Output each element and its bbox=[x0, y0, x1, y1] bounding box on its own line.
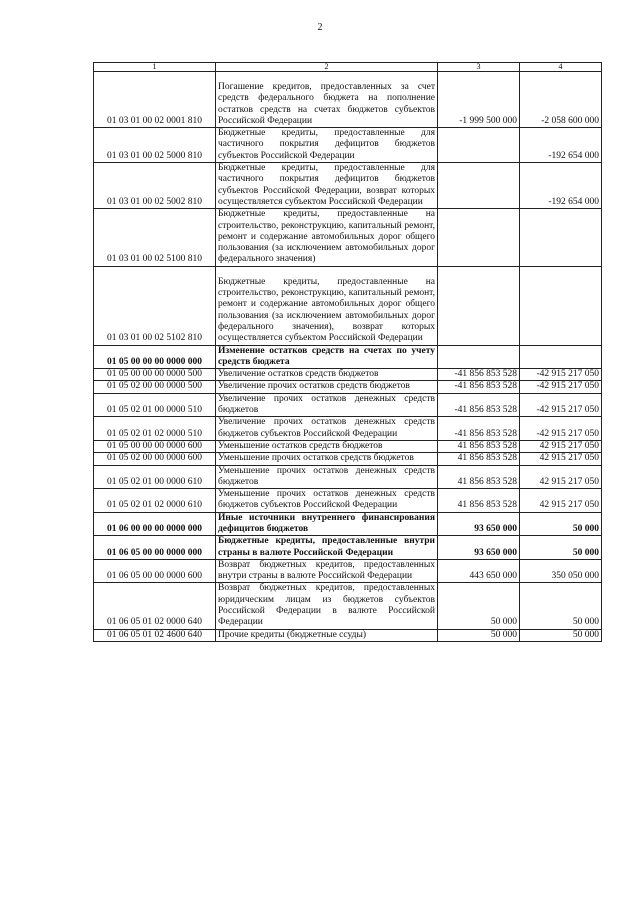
row-value-col3-cell: 41 856 853 528 bbox=[438, 440, 520, 452]
table-row bbox=[94, 417, 602, 441]
row-value-col4-cell: 50 000 bbox=[520, 629, 602, 641]
row-code-cell: 01 05 02 00 00 0000 500 bbox=[94, 381, 216, 393]
row-name-cell: Погашение кредитов, предоставленных за счет средств федерального бюджета на пополнение остатков средств на счетах бюджетов субъектов Российской Федерации bbox=[216, 72, 438, 128]
row-value-col4-cell bbox=[520, 345, 602, 369]
row-code-cell: 01 06 00 00 00 0000 000 bbox=[94, 512, 216, 536]
table-row bbox=[94, 629, 602, 641]
row-value-col4-cell bbox=[520, 266, 602, 345]
row-code-cell: 01 06 05 01 02 4600 640 bbox=[94, 629, 216, 641]
row-value-col3-cell: -41 856 853 528 bbox=[438, 417, 520, 441]
row-value-col4-cell: 42 915 217 050 bbox=[520, 489, 602, 513]
row-value-col4-cell: 42 915 217 050 bbox=[520, 465, 602, 489]
row-code-cell: 01 05 02 01 02 0000 510 bbox=[94, 417, 216, 441]
column-header: 2 bbox=[216, 63, 438, 72]
row-value-col3-cell bbox=[438, 345, 520, 369]
table-row bbox=[94, 266, 602, 345]
row-name-cell: Возврат бюджетных кредитов, предоставленных внутри страны в валюте Российской Федерации bbox=[216, 559, 438, 583]
row-value-col4-cell bbox=[520, 209, 602, 266]
column-header: 1 bbox=[94, 63, 216, 72]
row-name-cell: Увеличение прочих остатков средств бюджетов bbox=[216, 381, 438, 393]
row-value-col3-cell bbox=[438, 163, 520, 209]
row-value-col4-cell: 50 000 bbox=[520, 536, 602, 560]
row-value-col4-cell: 42 915 217 050 bbox=[520, 453, 602, 465]
row-value-col4-cell: -42 915 217 050 bbox=[520, 369, 602, 381]
row-value-col4-cell: -2 058 600 000 bbox=[520, 72, 602, 128]
row-code-cell: 01 03 01 00 02 5100 810 bbox=[94, 209, 216, 266]
row-name-cell: Бюджетные кредиты, предоставленные внутри страны в валюте Российской Федерации bbox=[216, 536, 438, 560]
row-name-cell: Уменьшение остатков средств бюджетов bbox=[216, 440, 438, 452]
row-value-col3-cell: -41 856 853 528 bbox=[438, 369, 520, 381]
row-name-cell: Уменьшение прочих остатков денежных средств бюджетов bbox=[216, 465, 438, 489]
page-number: 2 bbox=[317, 22, 323, 33]
row-value-col3-cell: 93 650 000 bbox=[438, 512, 520, 536]
row-code-cell: 01 03 01 00 02 5102 810 bbox=[94, 266, 216, 345]
table-row bbox=[94, 512, 602, 536]
table-row bbox=[94, 393, 602, 417]
row-code-cell: 01 05 00 00 00 0000 500 bbox=[94, 369, 216, 381]
row-value-col4-cell: -42 915 217 050 bbox=[520, 393, 602, 417]
table-row bbox=[94, 163, 602, 209]
row-value-col3-cell: -41 856 853 528 bbox=[438, 393, 520, 417]
table-row bbox=[94, 381, 602, 393]
row-value-col4-cell: 42 915 217 050 bbox=[520, 440, 602, 452]
row-name-cell: Иные источники внутреннего финансирования дефицитов бюджетов bbox=[216, 512, 438, 536]
table-row bbox=[94, 209, 602, 266]
row-value-col4-cell: -42 915 217 050 bbox=[520, 417, 602, 441]
row-name-cell: Бюджетные кредиты, предоставленные для частичного покрытия дефицитов бюджетов субъектов Российской Федерации bbox=[216, 128, 438, 163]
row-value-col3-cell: 443 650 000 bbox=[438, 559, 520, 583]
row-name-cell: Возврат бюджетных кредитов, предоставленных юридическим лицам из бюджетов субъектов Российской Федерации в валюте Российской Федерации bbox=[216, 583, 438, 629]
row-name-cell: Уменьшение прочих остатков денежных средств бюджетов субъектов Российской Федерации bbox=[216, 489, 438, 513]
row-value-col4-cell: 50 000 bbox=[520, 583, 602, 629]
column-header: 4 bbox=[520, 63, 602, 72]
row-code-cell: 01 05 00 00 00 0000 000 bbox=[94, 345, 216, 369]
row-name-cell: Прочие кредиты (бюджетные ссуды) bbox=[216, 629, 438, 641]
row-name-cell: Увеличение прочих остатков денежных средств бюджетов bbox=[216, 393, 438, 417]
row-name-cell: Изменение остатков средств на счетах по учету средств бюджета bbox=[216, 345, 438, 369]
row-value-col3-cell bbox=[438, 128, 520, 163]
row-code-cell: 01 03 01 00 02 5002 810 bbox=[94, 163, 216, 209]
row-code-cell: 01 05 02 01 02 0000 610 bbox=[94, 489, 216, 513]
row-code-cell: 01 06 05 01 02 0000 640 bbox=[94, 583, 216, 629]
row-value-col3-cell: 41 856 853 528 bbox=[438, 465, 520, 489]
table-row bbox=[94, 440, 602, 452]
table-row bbox=[94, 489, 602, 513]
table-row bbox=[94, 345, 602, 369]
table-row bbox=[94, 583, 602, 629]
row-value-col4-cell: 50 000 bbox=[520, 512, 602, 536]
row-value-col4-cell: 350 050 000 bbox=[520, 559, 602, 583]
row-name-cell: Увеличение остатков средств бюджетов bbox=[216, 369, 438, 381]
row-value-col3-cell: -41 856 853 528 bbox=[438, 381, 520, 393]
row-code-cell: 01 06 05 00 00 0000 000 bbox=[94, 536, 216, 560]
row-value-col3-cell: -1 999 500 000 bbox=[438, 72, 520, 128]
table-row bbox=[94, 465, 602, 489]
row-value-col3-cell bbox=[438, 266, 520, 345]
row-value-col3-cell bbox=[438, 209, 520, 266]
row-name-cell: Увеличение прочих остатков денежных средств бюджетов субъектов Российской Федерации bbox=[216, 417, 438, 441]
row-value-col3-cell: 50 000 bbox=[438, 629, 520, 641]
row-name-cell: Уменьшение прочих остатков средств бюджетов bbox=[216, 453, 438, 465]
row-code-cell: 01 06 05 00 00 0000 600 bbox=[94, 559, 216, 583]
row-name-cell: Бюджетные кредиты, предоставленные на строительство, реконструкцию, капитальный ремонт, ремонт и содержание автомобильных дорог общего пользования (за исключением автомобильных дорог федерального значения) bbox=[216, 209, 438, 266]
table-row bbox=[94, 559, 602, 583]
table-row bbox=[94, 72, 602, 128]
row-value-col3-cell: 93 650 000 bbox=[438, 536, 520, 560]
row-value-col4-cell: -192 654 000 bbox=[520, 128, 602, 163]
row-code-cell: 01 05 02 01 00 0000 510 bbox=[94, 393, 216, 417]
table-row bbox=[94, 536, 602, 560]
row-name-cell: Бюджетные кредиты, предоставленные на строительство, реконструкцию, капитальный ремонт, ремонт и содержание автомобильных дорог общего пользования (за исключением автомобильных дорог федерального значения), возврат которых осуществляется субъектом Российской Федерации bbox=[216, 266, 438, 345]
row-value-col4-cell: -192 654 000 bbox=[520, 163, 602, 209]
table-row bbox=[94, 128, 602, 163]
column-header: 3 bbox=[438, 63, 520, 72]
row-code-cell: 01 05 02 00 00 0000 600 bbox=[94, 453, 216, 465]
row-value-col3-cell: 41 856 853 528 bbox=[438, 489, 520, 513]
budget-sources-table bbox=[93, 62, 602, 642]
row-code-cell: 01 03 01 00 02 5000 810 bbox=[94, 128, 216, 163]
row-name-cell: Бюджетные кредиты, предоставленные для частичного покрытия дефицитов бюджетов субъектов Российской Федерации, возврат которых осуществляется субъектом Российской Федерации bbox=[216, 163, 438, 209]
row-code-cell: 01 03 01 00 02 0001 810 bbox=[94, 72, 216, 128]
row-code-cell: 01 05 00 00 00 0000 600 bbox=[94, 440, 216, 452]
row-value-col4-cell: -42 915 217 050 bbox=[520, 381, 602, 393]
row-value-col3-cell: 41 856 853 528 bbox=[438, 453, 520, 465]
table-header-row bbox=[94, 63, 602, 72]
row-value-col3-cell: 50 000 bbox=[438, 583, 520, 629]
table-row bbox=[94, 369, 602, 381]
table-row bbox=[94, 453, 602, 465]
row-code-cell: 01 05 02 01 00 0000 610 bbox=[94, 465, 216, 489]
